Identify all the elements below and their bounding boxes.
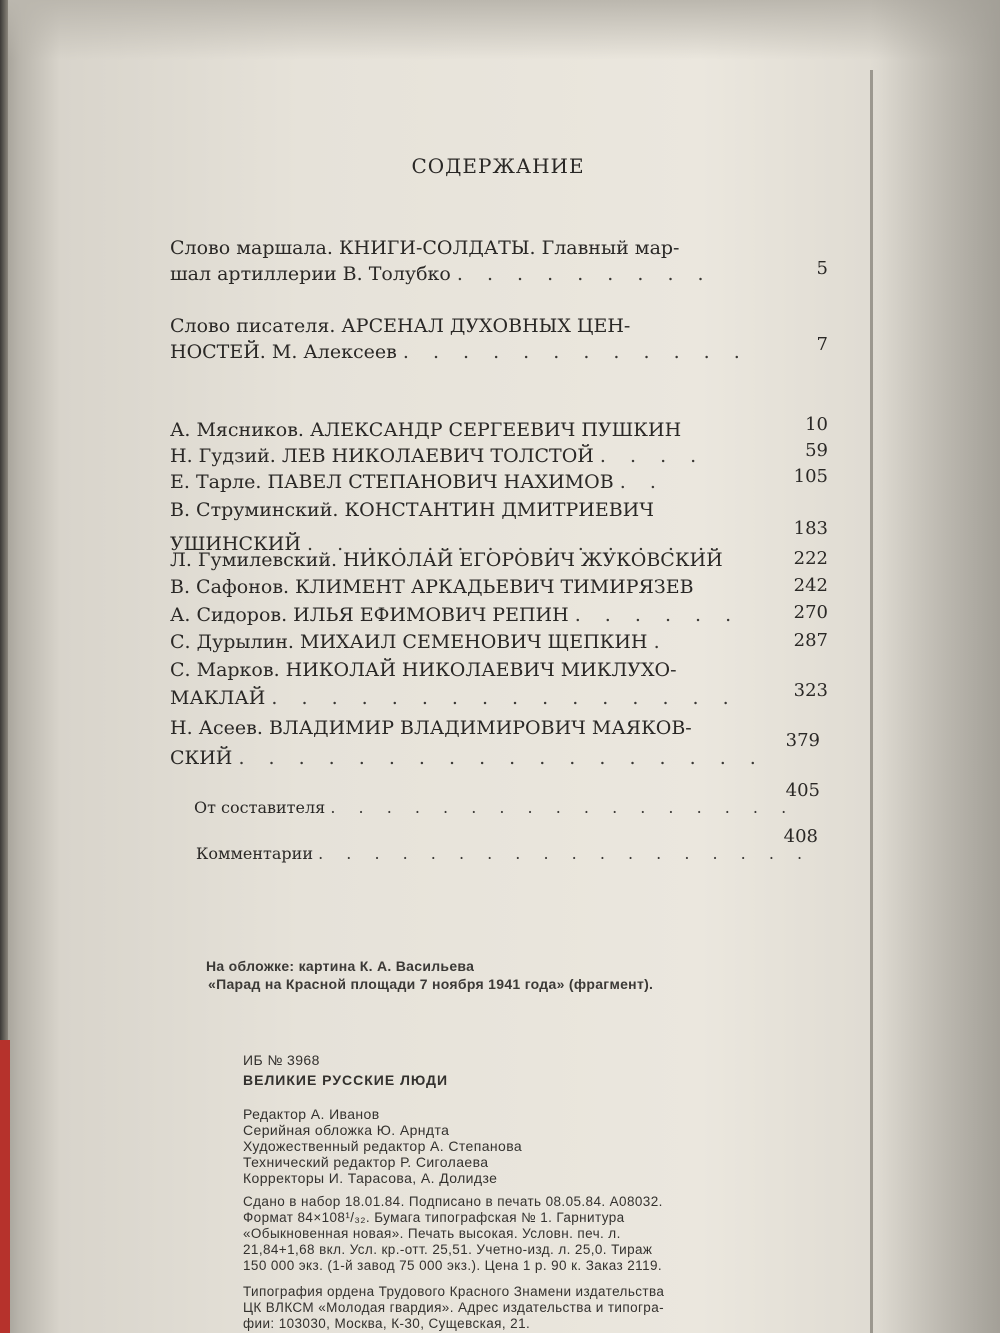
toc-page-number: 5	[816, 258, 828, 279]
toc-entry-line: В. Сафонов. КЛИМЕНТ АРКАДЬЕВИЧ ТИМИРЯЗЕВ	[170, 576, 694, 598]
toc-page-number: 323	[793, 680, 828, 701]
toc-entry-text: Е. Тарле. ПАВЕЛ СТЕПАНОВИЧ НАХИМОВ	[170, 471, 614, 493]
toc-entry-line: А. Мясников. АЛЕКСАНДР СЕРГЕЕВИЧ ПУШКИН	[170, 419, 682, 441]
imprint-credit: Редактор А. Иванов	[243, 1106, 380, 1122]
toc-entry-line: Н. Гудзий. ЛЕВ НИКОЛАЕВИЧ ТОЛСТОЙ . . . .	[170, 445, 706, 467]
toc-entry-text: шал артиллерии В. Толубко	[170, 263, 451, 285]
toc-title: СОДЕРЖАНИЕ	[411, 154, 585, 178]
toc-page-number: 105	[793, 466, 828, 487]
toc-page-number: 183	[793, 518, 828, 539]
toc-page-number: 379	[785, 730, 820, 751]
toc-entry-line: шал артиллерии В. Толубко . . . . . . . . .	[170, 263, 713, 285]
toc-entry-line: От составителя . . . . . . . . . . . . . . . . .	[194, 798, 796, 817]
imprint-print-line: Формат 84×108¹/₃₂. Бумага типографская № 1. Гарнитура	[243, 1210, 625, 1225]
imprint-print-line: 21,84+1,68 вкл. Усл. кр.-отт. 25,51. Учетно-изд. л. 25,0. Тираж	[243, 1242, 653, 1257]
toc-entry-line: А. Сидоров. ИЛЬЯ ЕФИМОВИЧ РЕПИН . . . . . .	[170, 604, 741, 626]
toc-entry-text: МАКЛАЙ	[170, 687, 266, 709]
toc-entry-line: С. Дурылин. МИХАИЛ СЕМЕНОВИЧ ЩЕПКИН .	[170, 631, 669, 653]
imprint-press-line: фии: 103030, Москва, К-30, Сущевская, 21.	[243, 1316, 531, 1331]
toc-page-number: 242	[793, 575, 828, 596]
imprint-press-line: ЦК ВЛКСМ «Молодая гвардия». Адрес издательства и типогра-	[243, 1300, 665, 1315]
toc-entry-line: МАКЛАЙ . . . . . . . . . . . . . . . .	[170, 687, 738, 709]
toc-entry-text: СКИЙ	[170, 747, 233, 769]
toc-entry-line: НОСТЕЙ. М. Алексеев . . . . . . . . . . . .	[170, 341, 749, 363]
toc-page-number: 7	[816, 334, 828, 355]
imprint-print-line: 150 000 экз. (1-й завод 75 000 экз.). Цена 1 р. 90 к. Заказ 2119.	[243, 1258, 663, 1273]
imprint-book-title: ВЕЛИКИЕ РУССКИЕ ЛЮДИ	[243, 1072, 449, 1088]
toc-entry-line: Е. Тарле. ПАВЕЛ СТЕПАНОВИЧ НАХИМОВ . .	[170, 471, 665, 493]
imprint-credit: Художественный редактор А. Степанова	[243, 1138, 523, 1154]
imprint-print-line: Сдано в набор 18.01.84. Подписано в печать 08.05.84. А08032.	[243, 1194, 663, 1209]
imprint-ib-number: ИБ № 3968	[243, 1052, 320, 1068]
toc-entry-line: Н. Асеев. ВЛАДИМИР ВЛАДИМИРОВИЧ МАЯКОВ-	[170, 717, 692, 739]
toc-page-number: 270	[793, 602, 828, 623]
imprint-credit: Технический редактор Р. Сиголаева	[243, 1154, 489, 1170]
toc-entry-line: Слово маршала. КНИГИ-СОЛДАТЫ. Главный мар-	[170, 237, 680, 259]
toc-entry-line: Комментарии . . . . . . . . . . . . . . . . . .	[196, 844, 812, 863]
cover-note-line: На обложке: картина К. А. Васильева	[206, 958, 475, 974]
imprint-credit: Серийная обложка Ю. Арндта	[243, 1122, 450, 1138]
toc-entry-line: Слово писателя. АРСЕНАЛ ДУХОВНЫХ ЦЕН-	[170, 315, 631, 337]
imprint-print-line: «Обыкновенная новая». Печать высокая. Условн. печ. л.	[243, 1226, 621, 1241]
toc-page-number: 222	[793, 548, 828, 569]
toc-entry-line: С. Марков. НИКОЛАЙ НИКОЛАЕВИЧ МИКЛУХО-	[170, 659, 677, 681]
toc-entry-text: УШИНСКИЙ	[170, 533, 301, 555]
toc-entry-text: С. Дурылин. МИХАИЛ СЕМЕНОВИЧ ЩЕПКИН	[170, 631, 648, 653]
toc-entry-line: Л. Гумилевский. НИКОЛАЙ ЕГОРОВИЧ ЖУКОВСКИЙ	[170, 549, 723, 571]
toc-entry-line: УШИНСКИЙ . . . . . . . . . . . . . .	[170, 533, 714, 555]
toc-entry-text: НОСТЕЙ. М. Алексеев	[170, 341, 397, 363]
toc-page-number: 10	[805, 414, 828, 435]
toc-entry-text: Комментарии	[196, 844, 313, 863]
toc-entry-text: От составителя	[194, 798, 326, 817]
toc-entry-line: СКИЙ . . . . . . . . . . . . . . . . . .	[170, 747, 765, 769]
toc-page-number: 408	[783, 826, 818, 847]
toc-page-number: 287	[793, 630, 828, 651]
imprint-press-line: Типография ордена Трудового Красного Знамени издательства	[243, 1284, 665, 1299]
toc-page-number: 59	[805, 440, 828, 461]
toc-entry-text: Н. Гудзий. ЛЕВ НИКОЛАЕВИЧ ТОЛСТОЙ	[170, 445, 594, 467]
cover-note-line: «Парад на Красной площади 7 ноября 1941 года» (фрагмент).	[208, 976, 654, 992]
toc-entry-line: В. Струминский. КОНСТАНТИН ДМИТРИЕВИЧ	[170, 499, 654, 521]
toc-entry-text: А. Сидоров. ИЛЬЯ ЕФИМОВИЧ РЕПИН	[170, 604, 569, 626]
imprint-credit: Корректоры И. Тарасова, А. Долидзе	[243, 1170, 498, 1186]
toc-page-number: 405	[785, 780, 820, 801]
